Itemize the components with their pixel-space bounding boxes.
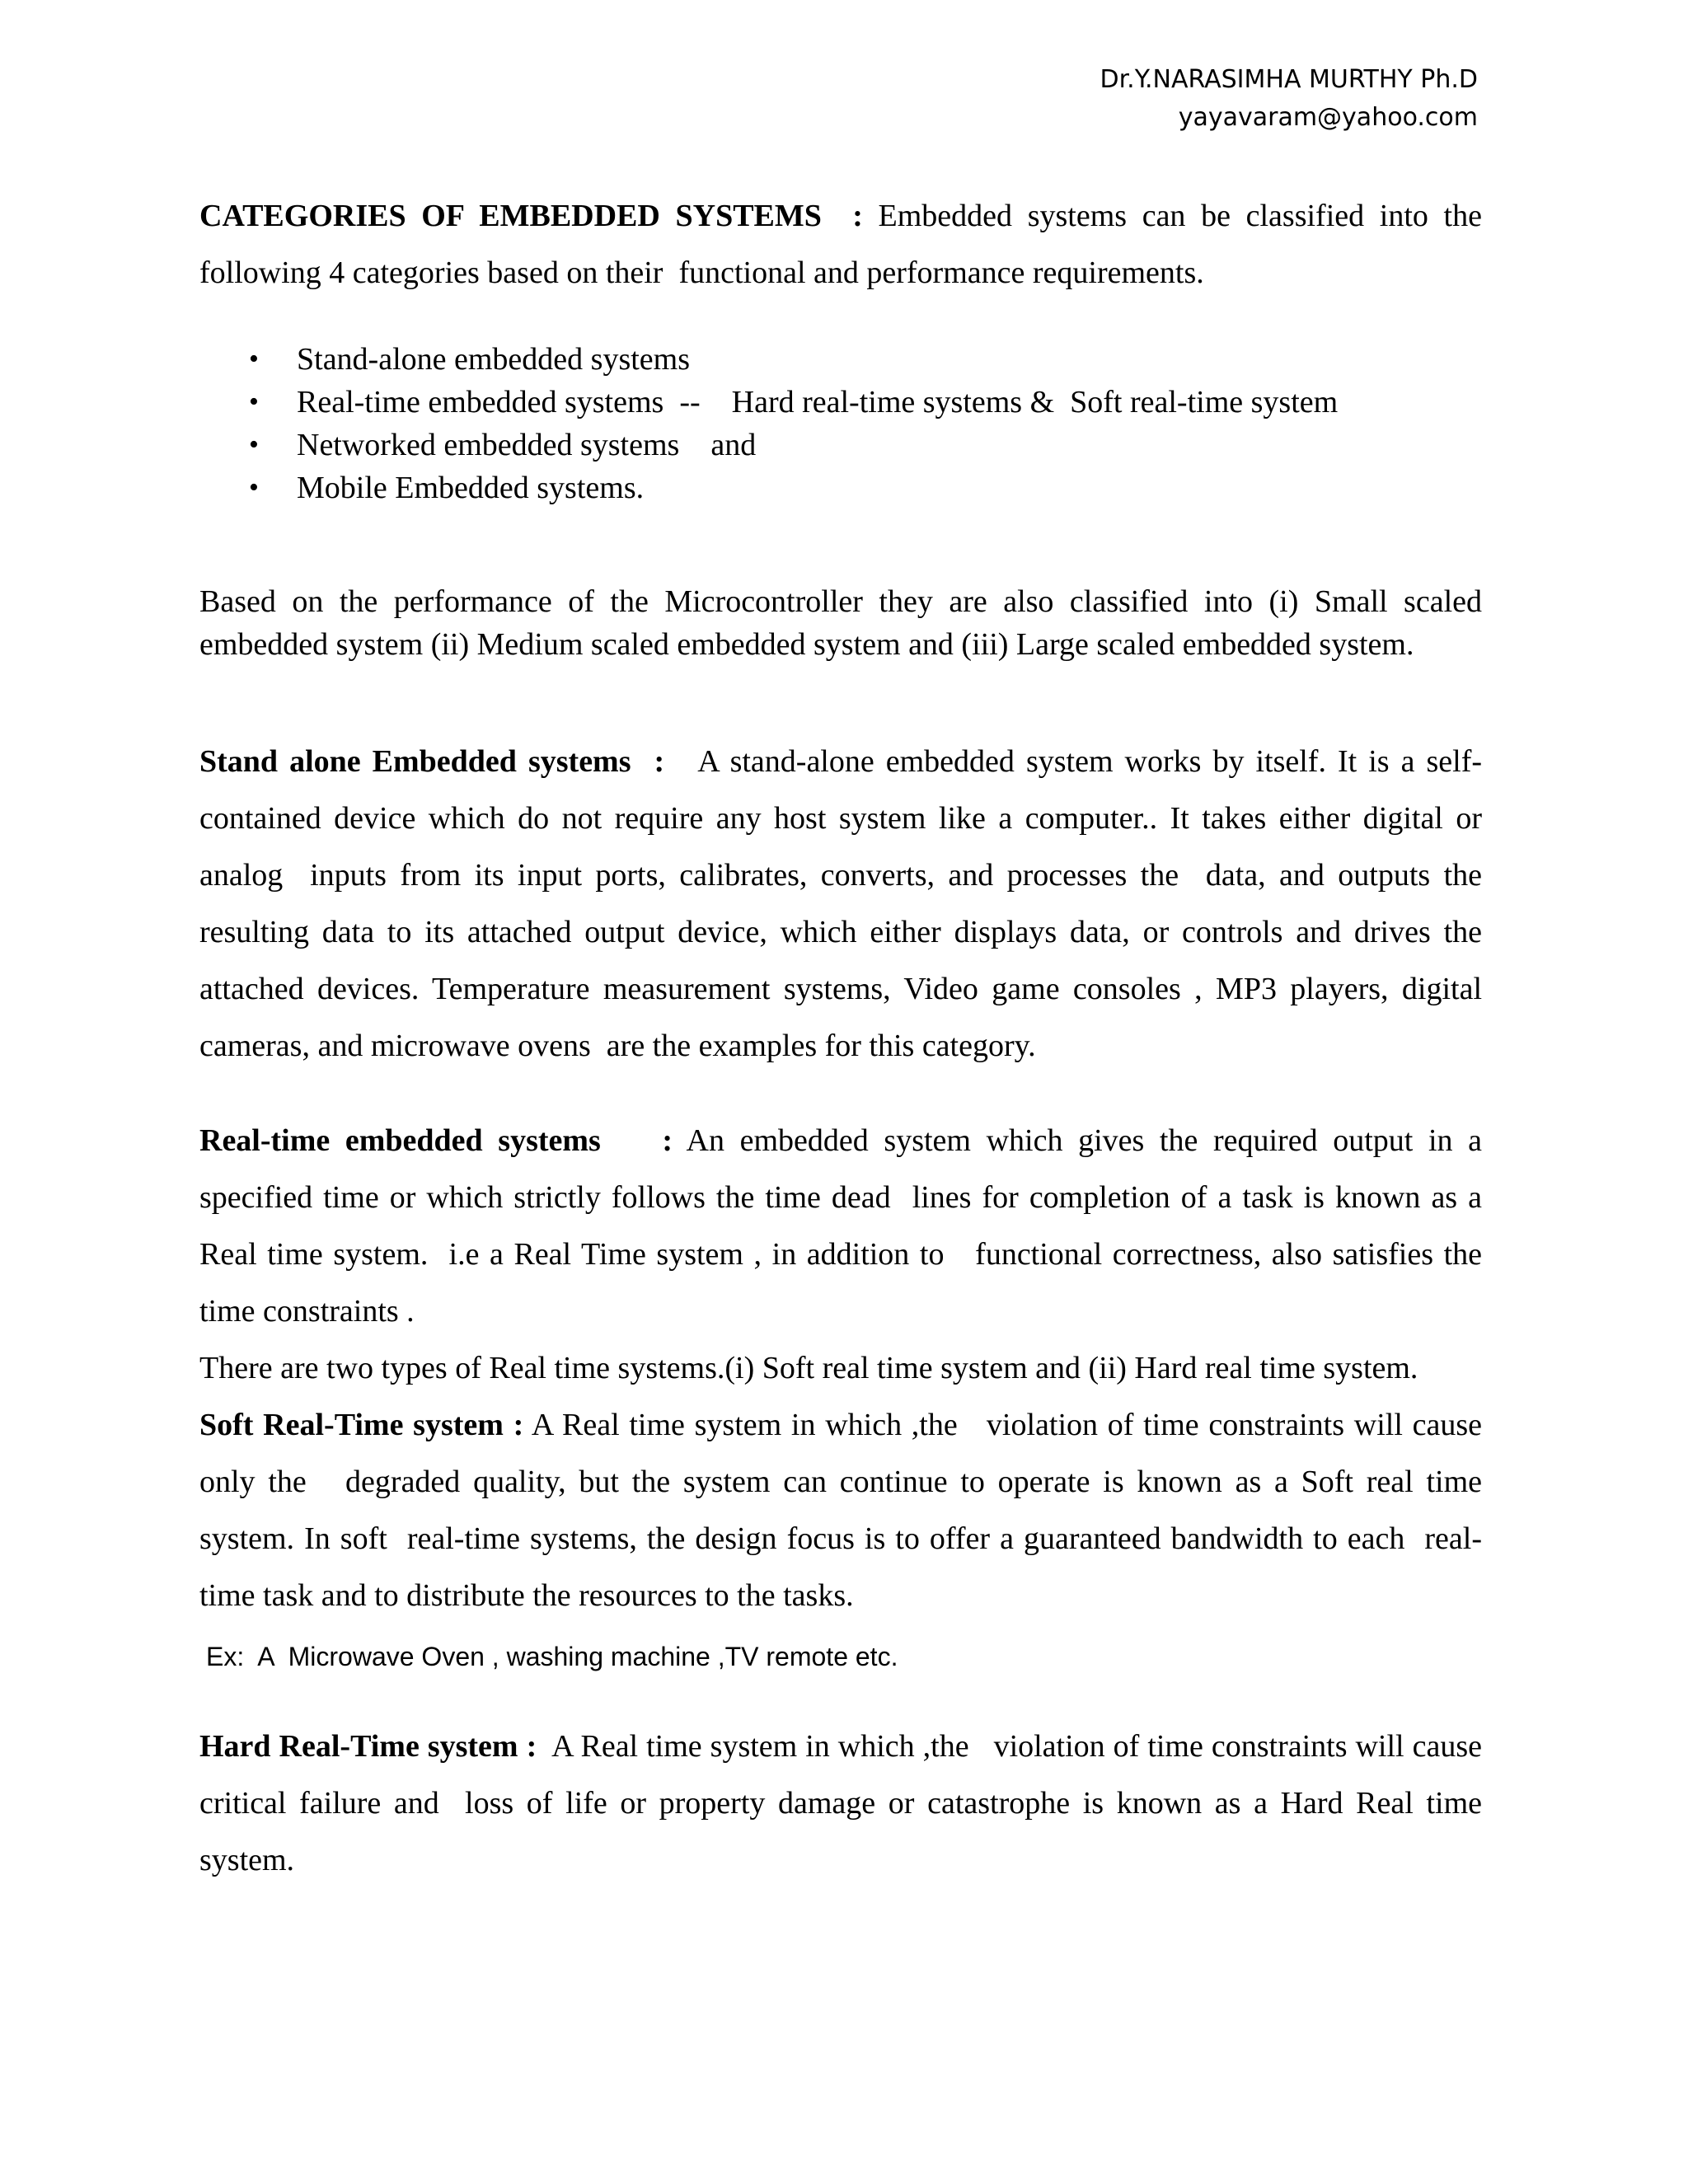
hard-realtime-text: A Real time system in which ,the violation of time constraints will cause critical failure and loss of life or property damage or catastrophe is known as a Hard Real time system. <box>199 1729 1490 1877</box>
hard-realtime-heading: Hard Real-Time system : <box>199 1729 537 1764</box>
list-item: • Stand-alone embedded systems <box>199 338 1482 381</box>
bullet-icon: • <box>249 472 259 503</box>
categories-heading: CATEGORIES OF EMBEDDED SYSTEMS : <box>199 199 863 233</box>
realtime-text: An embedded system which gives the required output in a specified time or which strictly follows the time dead lines for completion of a task is known as a Real time system. i.e a Real Time system , in addition to functional correctness, also satisfies the time constraints . <box>199 1123 1490 1329</box>
soft-realtime-paragraph <box>199 1397 1490 1624</box>
categories-list <box>199 338 1482 509</box>
hard-realtime-paragraph <box>199 1718 1490 1889</box>
standalone-text: A stand-alone embedded system works by itself. It is a self-contained device which do not require any host system like a computer.. It takes either digital or analog inputs from its input ports, calibrates, converts, and processes the data, and outputs the resulting data to its attached output device, which either displays data, or controls and drives the attached devices. Temperature measurement systems, Video game consoles , MP3 players, digital cameras, and microwave ovens are the examples for this category. <box>199 744 1490 1063</box>
list-item: • Networked embedded systems and <box>199 424 1482 466</box>
page-header <box>1100 61 1479 137</box>
intro-text: Embedded systems can be classified into the following 4 categories based on their functional and performance requirements. <box>199 199 1490 290</box>
realtime-heading: Real-time embedded systems : <box>199 1123 673 1158</box>
standalone-paragraph <box>199 733 1490 1075</box>
soft-realtime-heading: Soft Real-Time system : <box>199 1408 524 1442</box>
author-email: yayavaram@yahoo.com <box>1178 103 1478 132</box>
bullet-icon: • <box>249 387 259 417</box>
bullet-icon: • <box>249 429 259 460</box>
soft-realtime-example: Ex: A Microwave Oven , washing machine ,TV remote etc. <box>206 1642 898 1671</box>
performance-paragraph: Based on the performance of the Microcontroller they are also classified into (i) Small scaled embedded system (ii) Medium scaled embedded system and (iii) Large scaled embedded system. <box>199 584 1482 662</box>
realtime-types-paragraph: There are two types of Real time systems.(i) Soft real time system and (ii) Hard real time system. <box>199 1351 1418 1385</box>
standalone-heading: Stand alone Embedded systems : <box>199 744 665 779</box>
list-item: • Real-time embedded systems -- Hard real-time systems & Soft real-time system <box>199 381 1482 424</box>
bullet-icon: • <box>249 344 259 374</box>
soft-realtime-text: A Real time system in which ,the violation of time constraints will cause only the degraded quality, but the system can continue to operate is known as a Soft real time system. In soft real-time systems, the design focus is to offer a guaranteed bandwidth to each real-time task and to distribute the resources to the tasks. <box>199 1408 1490 1613</box>
author-name: Dr.Y.NARASIMHA MURTHY Ph.D <box>1100 65 1478 94</box>
intro-paragraph <box>199 188 1490 302</box>
list-item: • Mobile Embedded systems. <box>199 466 1482 509</box>
realtime-paragraph <box>199 1113 1490 1340</box>
